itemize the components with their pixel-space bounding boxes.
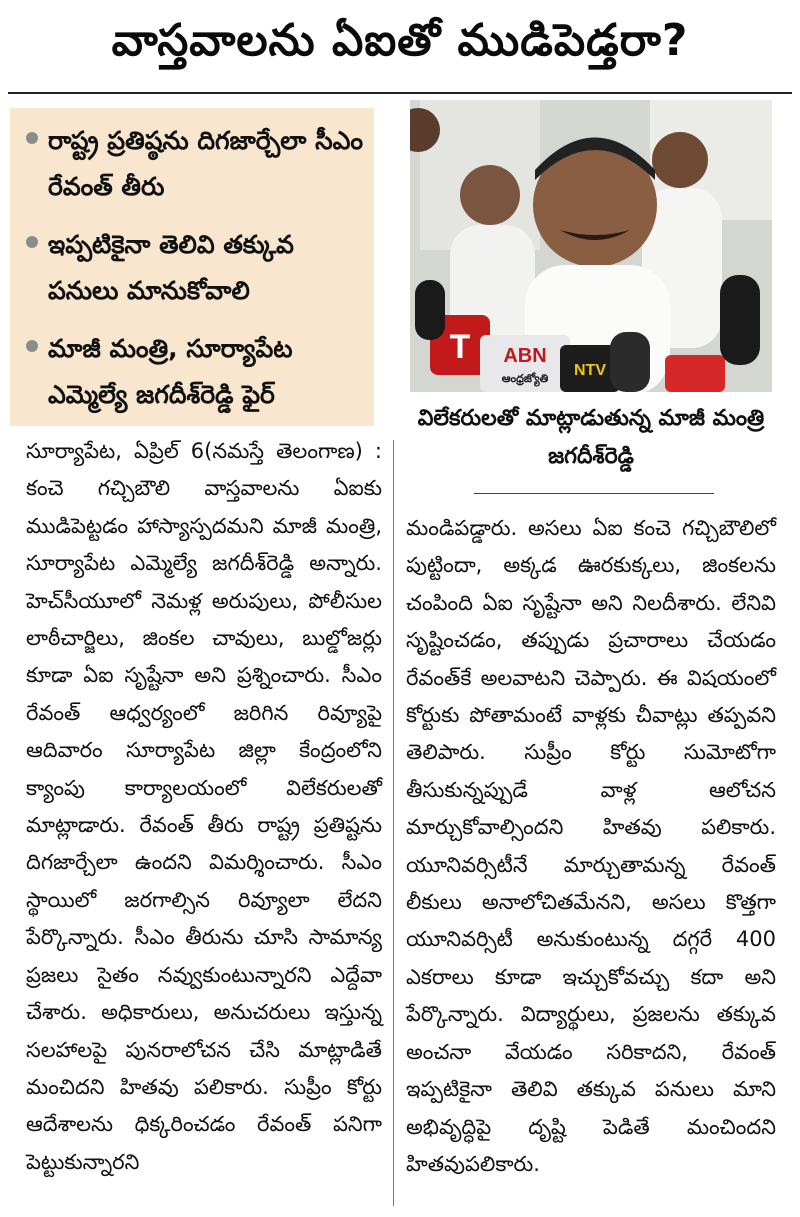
highlight-item [26,326,366,418]
highlights-box [10,108,374,426]
highlight-text: మాజీ మంత్రి, సూర్యాపేట ఎమ్మెల్యే జగదీశ్‌రెడ్డి ఫైర్ [48,334,293,409]
mic-label-andhrajyothy: ఆంధ్రజ్యోతి [501,372,549,385]
bullet-icon [26,340,38,352]
article-column-1: సూర్యాపేట, ఏప్రిల్ 6(నమస్తే తెలంగాణ) : కంచె గచ్చిబౌలి వాస్తవాలను ఏఐకు ముడిపెట్టడం హాస్యాస్పదమని మాజీ మంత్రి, సూర్యాపేట ఎమ్మెల్యే జగదీశ్‌రెడ్డి అన్నారు. హెచ్‌సీయూలో నెమళ్ల అరుపులు, పోలీసుల లాఠీచార్జిలు, జింకల చావులు, బుల్డోజర్లు కూడా ఏఐ సృష్టేనా అని ప్రశ్నించారు. సీఎం రేవంత్ ఆధ్వర్యంలో జరిగిన రివ్యూపై ఆదివారం సూర్యాపేట జిల్లా కేంద్రంలోని క్యాంపు కార్యాలయంలో విలేకరులతో మాట్లాడారు. రేవంత్ తీరు రాష్ట్ర ప్రతిష్టను దిగజార్చేలా ఉందని విమర్శించారు. సీఎం స్థాయిలో జరగాల్సిన రివ్యూలా లేదని పేర్కొన్నారు. సీఎం తీరును చూసి సామాన్య ప్రజలు సైతం నవ్వుకుంటున్నారని ఎద్దేవా చేశారు. అధికారులు, అనుచరులు ఇస్తున్న సలహాలపై పునరాలోచన చేసి మాట్లాడితే మంచిదని హితవు పలికారు. సుప్రీం కోర్టు ఆదేశాలను ధిక్కరించడం రేవంత్ పనిగా పెట్టుకున్నారని [26,439,382,1174]
highlight-item [26,222,366,314]
mic-label-abn: ABN [503,345,547,367]
highlight-text: ఇప్పటికైనా తెలివి తక్కువ పనులు మానుకోవాలి [48,230,294,305]
mic-label-t: T [449,328,471,366]
headline: వాస్తవాలను ఏఐతో ముడిపెడ్తరా? [111,15,689,66]
bullet-icon [26,132,38,144]
mic-label-ntv: NTV [574,362,606,379]
column-divider [393,440,394,1206]
article-column-2: మండిపడ్డారు. అసలు ఏఐ కంచె గచ్చిబౌలిలో పుట్టిందా, అక్కడ ఊరకుక్కలు, జింకలను చంపింది ఏఐ సృష్టేనా అని నిలదీశారు. లేనివి సృష్టించడం, తప్పుడు ప్రచారాలు చేయడం రేవంత్‌కే అలవాటని చెప్పారు. ఈ విషయంలో కోర్టుకు పోతామంటే వాళ్లకు చీవాట్లు తప్పవని తెలిపారు. సుప్రీం కోర్టు సుమోటోగా తీసుకున్నప్పుడే వాళ్ల ఆలోచన మార్చుకోవాల్సిందని హితవు పలికారు. యూనివర్సిటీనే మార్చుతామన్న రేవంత్ లీకులు అనాలోచితమేనని, అసలు కొత్తగా యూనివర్సిటీ అనుకుంటున్న దగ్గరే 400 ఎకరాలు కూడా ఇచ్చుకోవచ్చు కదా అని పేర్కొన్నారు. విద్యార్థులు, ప్రజలను తక్కువ అంచనా వేయడం సరికాదని, రేవంత్ ఇప్పటికైనా తెలివి తక్కువ పనులు మాని అభివృద్ధిపై దృష్టి పెడితే మంచిందని హితవుపలికారు. [406,516,776,1176]
headline-rule [8,92,792,94]
highlight-item [26,118,366,210]
bullet-icon [26,236,38,248]
highlight-text: రాష్ట్ర ప్రతిష్ఠను దిగజార్చేలా సీఎం రేవంత్ తీరు [48,126,364,201]
news-photo [410,100,772,392]
photo-caption: విలేకరులతో మాట్లాడుతున్న మాజీ మంత్రి జగదీశ్‌రెడ్డి [417,406,765,469]
caption-rule [474,493,714,494]
press-scene-illustration [410,100,772,392]
